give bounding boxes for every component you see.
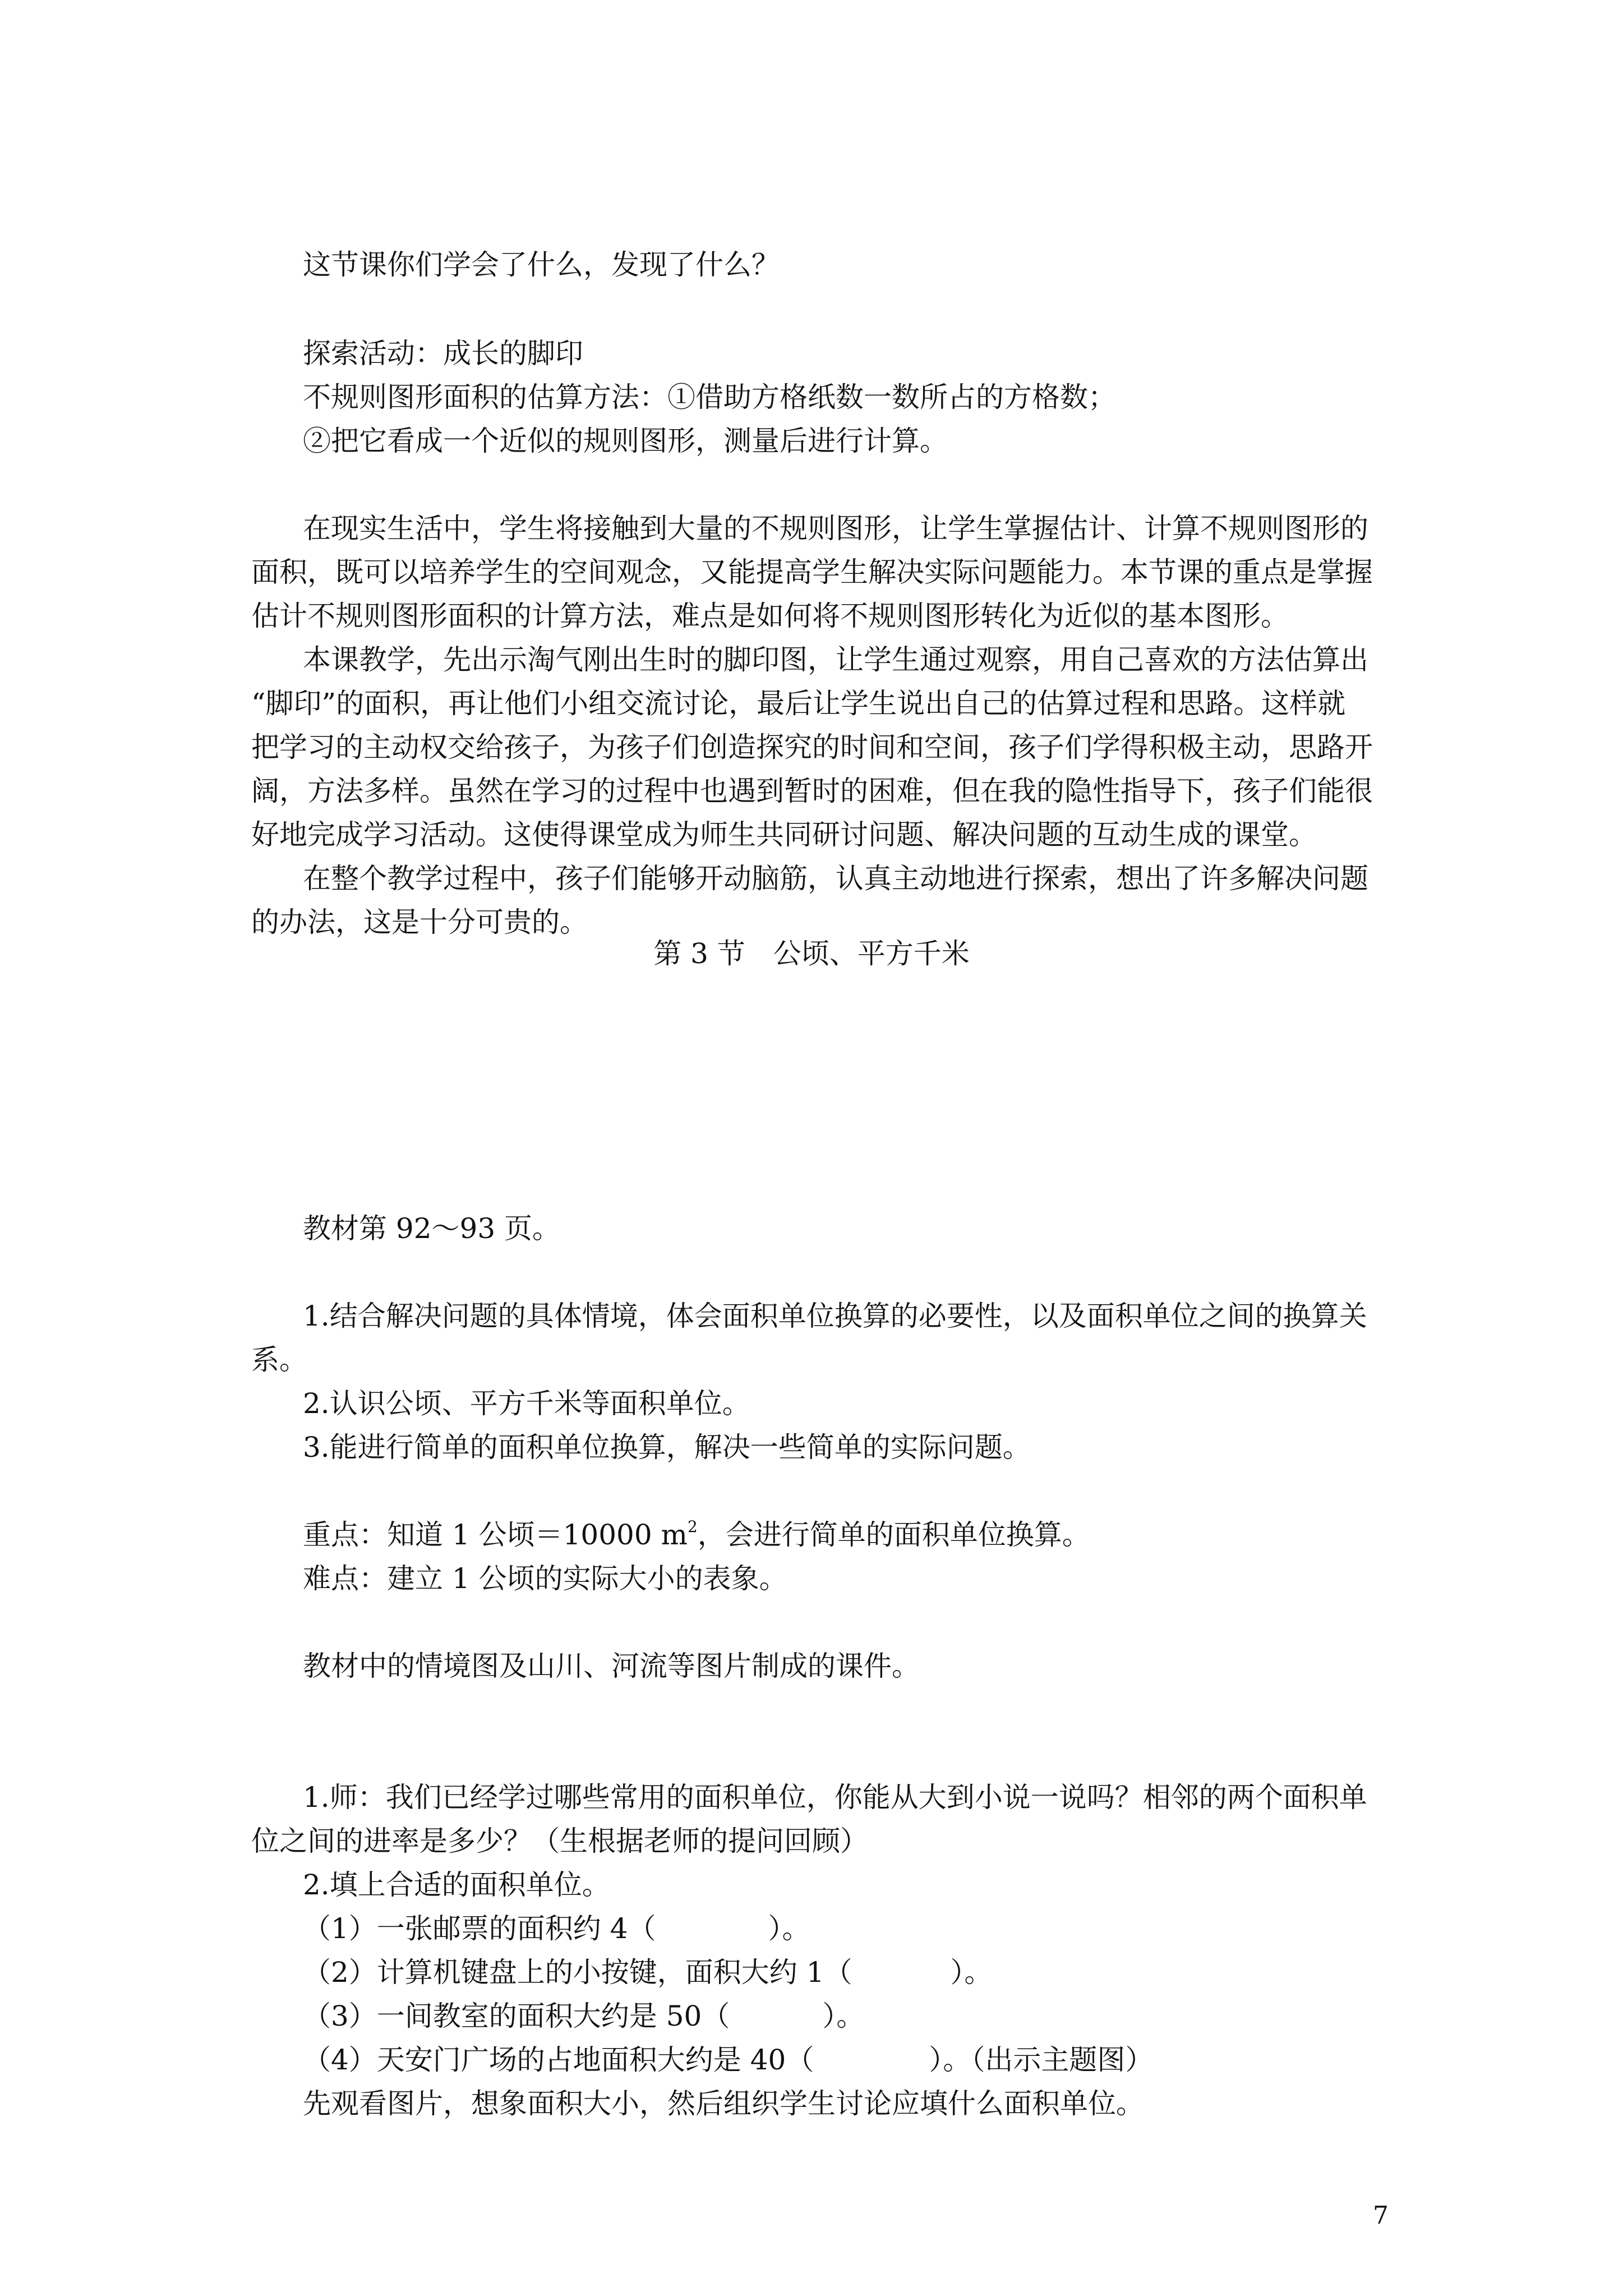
fill-blank-4 bbox=[303, 2037, 1153, 2082]
fill-blank-2-post: ）。 bbox=[950, 1956, 993, 1989]
focus-text-post: ，会进行简单的面积单位换算。 bbox=[697, 1519, 1090, 1551]
commentary-p3-line-2: 的办法，这是十分可贵的。 bbox=[251, 906, 588, 938]
commentary-p2-line-2: “脚印”的面积，再让他们小组交流讨论，最后让学生说出自己的估算过程和思路。这样就 bbox=[251, 687, 1346, 720]
commentary-p2-line-4: 阔，方法多样。虽然在学习的过程中也遇到暂时的困难，但在我的隐性指导下，孩子们能很 bbox=[251, 775, 1373, 807]
fill-blank-4-pre: （4）天安门广场的占地面积大约是 40（ bbox=[303, 2044, 814, 2076]
commentary-p2-line-5: 好地完成学习活动。这使得课堂成为师生共同研讨问题、解决问题的互动生成的课堂。 bbox=[251, 818, 1317, 851]
process-q1-line-2: 位之间的进率是多少？（生根据老师的提问回顾） bbox=[251, 1825, 868, 1857]
estimation-method-line-2: ②把它看成一个近似的规则图形，测量后进行计算。 bbox=[303, 425, 948, 457]
estimation-method-line-1: 不规则图形面积的估算方法：①借助方格纸数一数所占的方格数； bbox=[303, 381, 1116, 413]
preparation-text: 教材中的情境图及山川、河流等图片制成的课件。 bbox=[303, 1650, 920, 1682]
fill-blank-4-post: ）。（出示主题图） bbox=[929, 2044, 1154, 2076]
focus-text-pre: 重点：知道 1 公顷＝10000 m bbox=[303, 1519, 688, 1551]
commentary-p3-line-1: 在整个教学过程中，孩子们能够开动脑筋，认真主动地进行探索，想出了许多解决问题 bbox=[303, 862, 1368, 895]
exploration-title: 探索活动：成长的脚印 bbox=[303, 337, 583, 370]
fill-blank-3-post: ）。 bbox=[822, 2000, 865, 2032]
fill-blank-3-pre: （3）一间教室的面积大约是 50（ bbox=[303, 2000, 730, 2032]
objective-1-line-1: 1.结合解决问题的具体情境，体会面积单位换算的必要性，以及面积单位之间的换算关 bbox=[303, 1300, 1367, 1332]
fill-blank-3 bbox=[303, 1994, 864, 2039]
objective-2: 2.认识公顷、平方千米等面积单位。 bbox=[303, 1387, 750, 1420]
objective-3: 3.能进行简单的面积单位换算，解决一些简单的实际问题。 bbox=[303, 1431, 1031, 1464]
key-point-difficulty: 难点：建立 1 公顷的实际大小的表象。 bbox=[303, 1562, 787, 1595]
fill-blank-1-post: ）。 bbox=[768, 1912, 810, 1945]
process-guide: 先观看图片，想象面积大小，然后组织学生讨论应填什么面积单位。 bbox=[303, 2087, 1144, 2120]
page-number: 7 bbox=[1373, 2201, 1389, 2230]
fill-blank-1 bbox=[303, 1906, 810, 1951]
objective-1-line-2: 系。 bbox=[251, 1343, 307, 1376]
key-point-focus bbox=[303, 1512, 1090, 1557]
commentary-p1-line-1: 在现实生活中，学生将接触到大量的不规则图形，让学生掌握估计、计算不规则图形的 bbox=[303, 512, 1368, 545]
focus-superscript: 2 bbox=[687, 1517, 698, 1536]
commentary-p2-line-1: 本课教学，先出示淘气刚出生时的脚印图，让学生通过观察，用自己喜欢的方法估算出 bbox=[303, 643, 1368, 676]
section-title: 第 3 节 公顷、平方千米 bbox=[653, 937, 970, 970]
commentary-p2-line-3: 把学习的主动权交给孩子，为孩子们创造探究的时间和空间，孩子们学得积极主动，思路开 bbox=[251, 731, 1373, 763]
fill-blank-1-pre: （1）一张邮票的面积约 4（ bbox=[303, 1912, 656, 1945]
commentary-p1-line-2: 面积，既可以培养学生的空间观念，又能提高学生解决实际问题能力。本节课的重点是掌握 bbox=[251, 556, 1373, 588]
process-q2: 2.填上合适的面积单位。 bbox=[303, 1869, 610, 1901]
fill-blank-2-pre: （2）计算机键盘上的小按键，面积大约 1（ bbox=[303, 1956, 852, 1989]
process-q1-line-1: 1.师：我们已经学过哪些常用的面积单位，你能从大到小说一说吗？相邻的两个面积单 bbox=[303, 1781, 1367, 1814]
reflection-question: 这节课你们学会了什么，发现了什么？ bbox=[303, 249, 780, 281]
commentary-p1-line-3: 估计不规则图形面积的计算方法，难点是如何将不规则图形转化为近似的基本图形。 bbox=[251, 600, 1289, 632]
fill-blank-2 bbox=[303, 1950, 993, 1995]
content-pages: 教材第 92～93 页。 bbox=[303, 1212, 561, 1245]
